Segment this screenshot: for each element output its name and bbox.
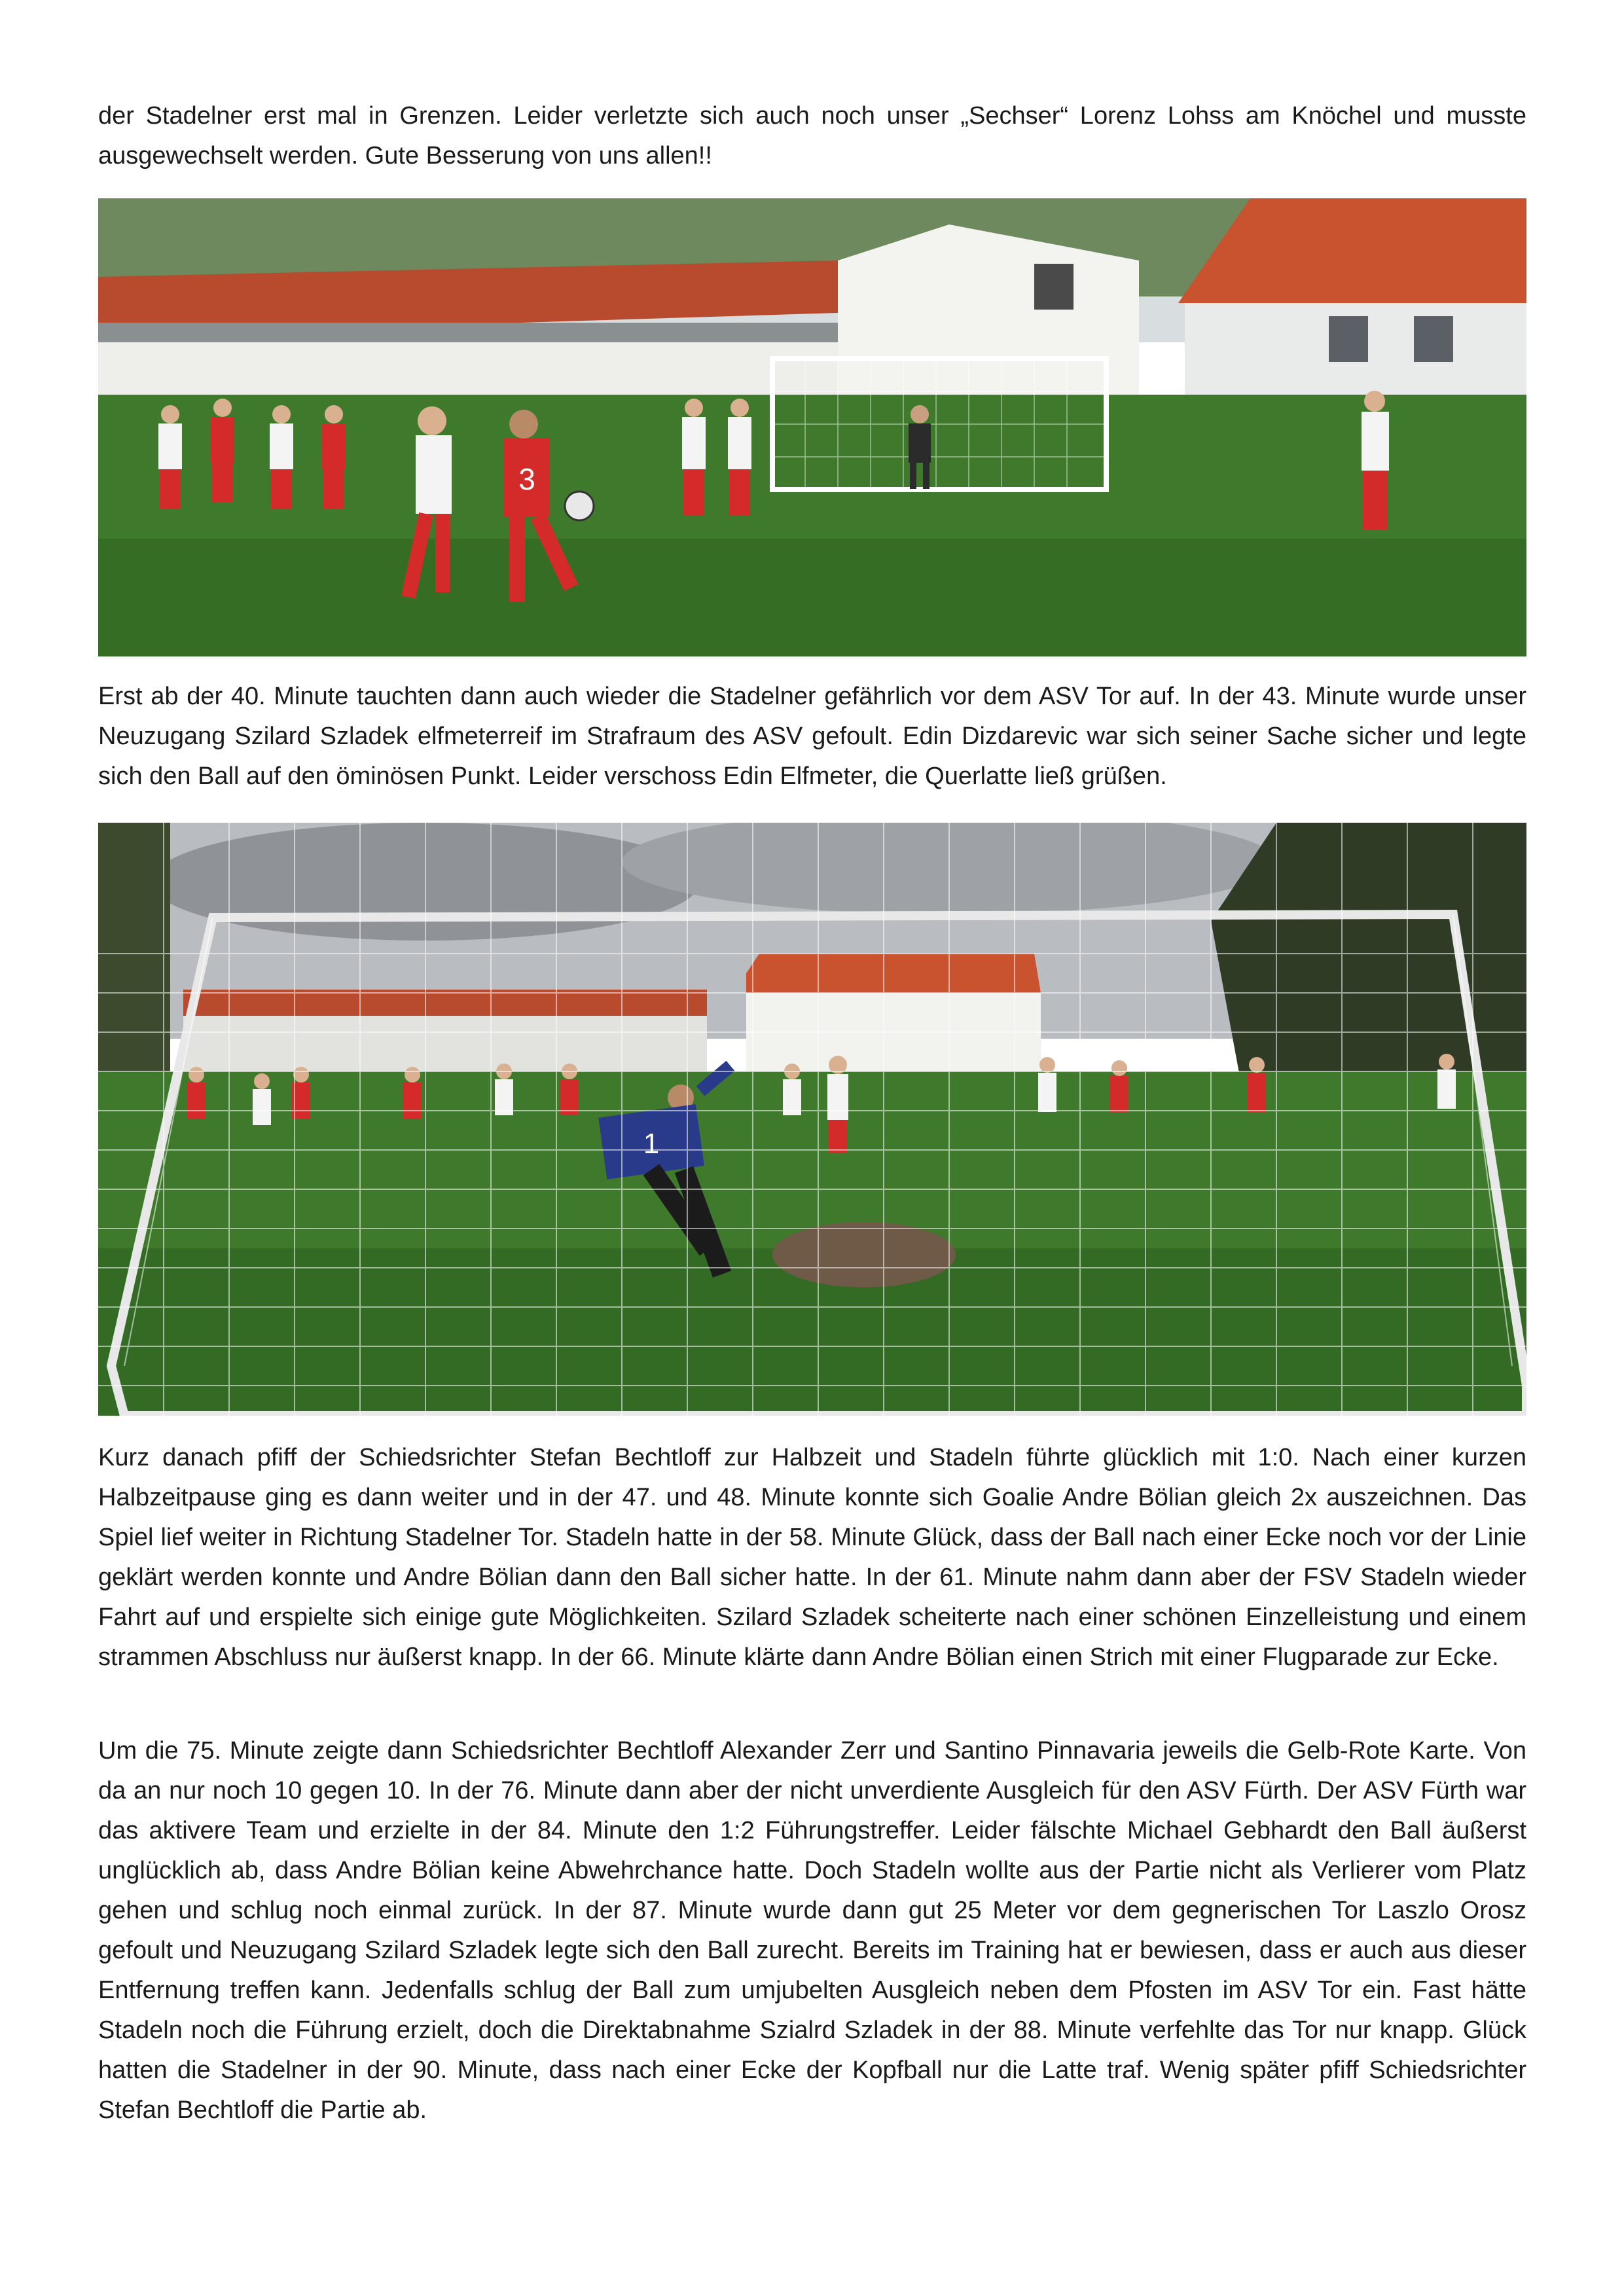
paragraph-final-phase: Um die 75. Minute zeigte dann Schiedsrichter Bechtloff Alexander Zerr und Santino Pinnavaria jeweils die Gelb-Rote Karte. Von da an nur noch 10 gegen 10. In der 76. Minute dann aber der nicht unverdiente Ausgleich für den ASV Fürth. Der ASV Fürth war das aktivere Team und erzielte in der 84. Minute den 1:2 Führungstreffer. Leider fälschte Michael Gebhardt den Ball äußerst unglücklich ab, dass Andre Bölian keine Abwehrchance hatte. Doch Stadeln wollte aus der Partie nicht als Verlierer vom Platz gehen und schlug noch einmal zurück. In der 87. Minute wurde dann gut 25 Meter vor dem gegnerischen Tor Laszlo Orosz gefoult und Neuzugang Szilard Szladek legte sich den Ball zurecht. Bereits im Training hat er bewiesen, dass er auch aus dieser Entfernung treffen kann. Jedenfalls schlug der Ball zum umjubelten Ausgleich neben dem Pfosten im ASV Tor ein. Fast hätte Stadeln noch die Führung erzielt, doch die Direktabnahme Szialrd Szladek in der 88. Minute verfehlte das Tor nur knapp. Glück hatten die Stadelner in der 90. Minute, dass nach einer Ecke der Kopfball nur die Latte traf. Wenig später pfiff Schiedsrichter Stefan Bechtloff die Partie ab.: [98, 1737, 1526, 2124]
match-photo-penalty: [98, 823, 1526, 1416]
paragraph-second-half: Kurz danach pfiff der Schiedsrichter Stefan Bechtloff zur Halbzeit und Stadeln führte glücklich mit 1:0. Nach einer kurzen Halbzeitpause ging es dann weiter und in der 47. und 48. Minute konnte sich Goalie Andre Bölian gleich 2x auszeichnen. Das Spiel lief weiter in Richtung Stadelner Tor. Stadeln hatte in der 58. Minute Glück, dass der Ball nach einer Ecke noch vor der Linie geklärt werden konnte und Andre Bölian dann den Ball sicher hatte. In der 61. Minute nahm dann aber der FSV Stadeln wieder Fahrt auf und erspielte sich einige gute Möglichkeiten. Szilard Szladek scheiterte nach einer schönen Einzelleistung und einem strammen Abschluss nur äußerst knapp. In der 66. Minute klärte dann Andre Bölian einen Strich mit einer Flugparade zur Ecke.: [98, 1444, 1526, 1671]
photo-midfield-scene: [98, 198, 1526, 656]
photo2-jersey-number: 1: [643, 1128, 660, 1160]
paragraph-intro: der Stadelner erst mal in Grenzen. Leider verletzte sich auch noch unser „Sechser“ Lorenz Lohss am Knöchel und musste ausgewechselt werden. Gute Besserung von uns allen!!: [98, 102, 1526, 170]
photo1-jersey-number: 3: [518, 462, 535, 496]
paragraph-penalty: Erst ab der 40. Minute tauchten dann auch wieder die Stadelner gefährlich vor dem ASV Tor auf. In der 43. Minute wurde unser Neuzugang Szilard Szladek elfmeterreif im Strafraum des ASV gefoult. Edin Dizdarevic war sich seiner Sache sicher und legte sich den Ball auf den öminösen Punkt. Leider verschoss Edin Elfmeter, die Querlatte ließ grüßen.: [98, 683, 1526, 790]
photo-penalty-scene: [98, 823, 1526, 1416]
match-photo-midfield: [98, 198, 1526, 656]
